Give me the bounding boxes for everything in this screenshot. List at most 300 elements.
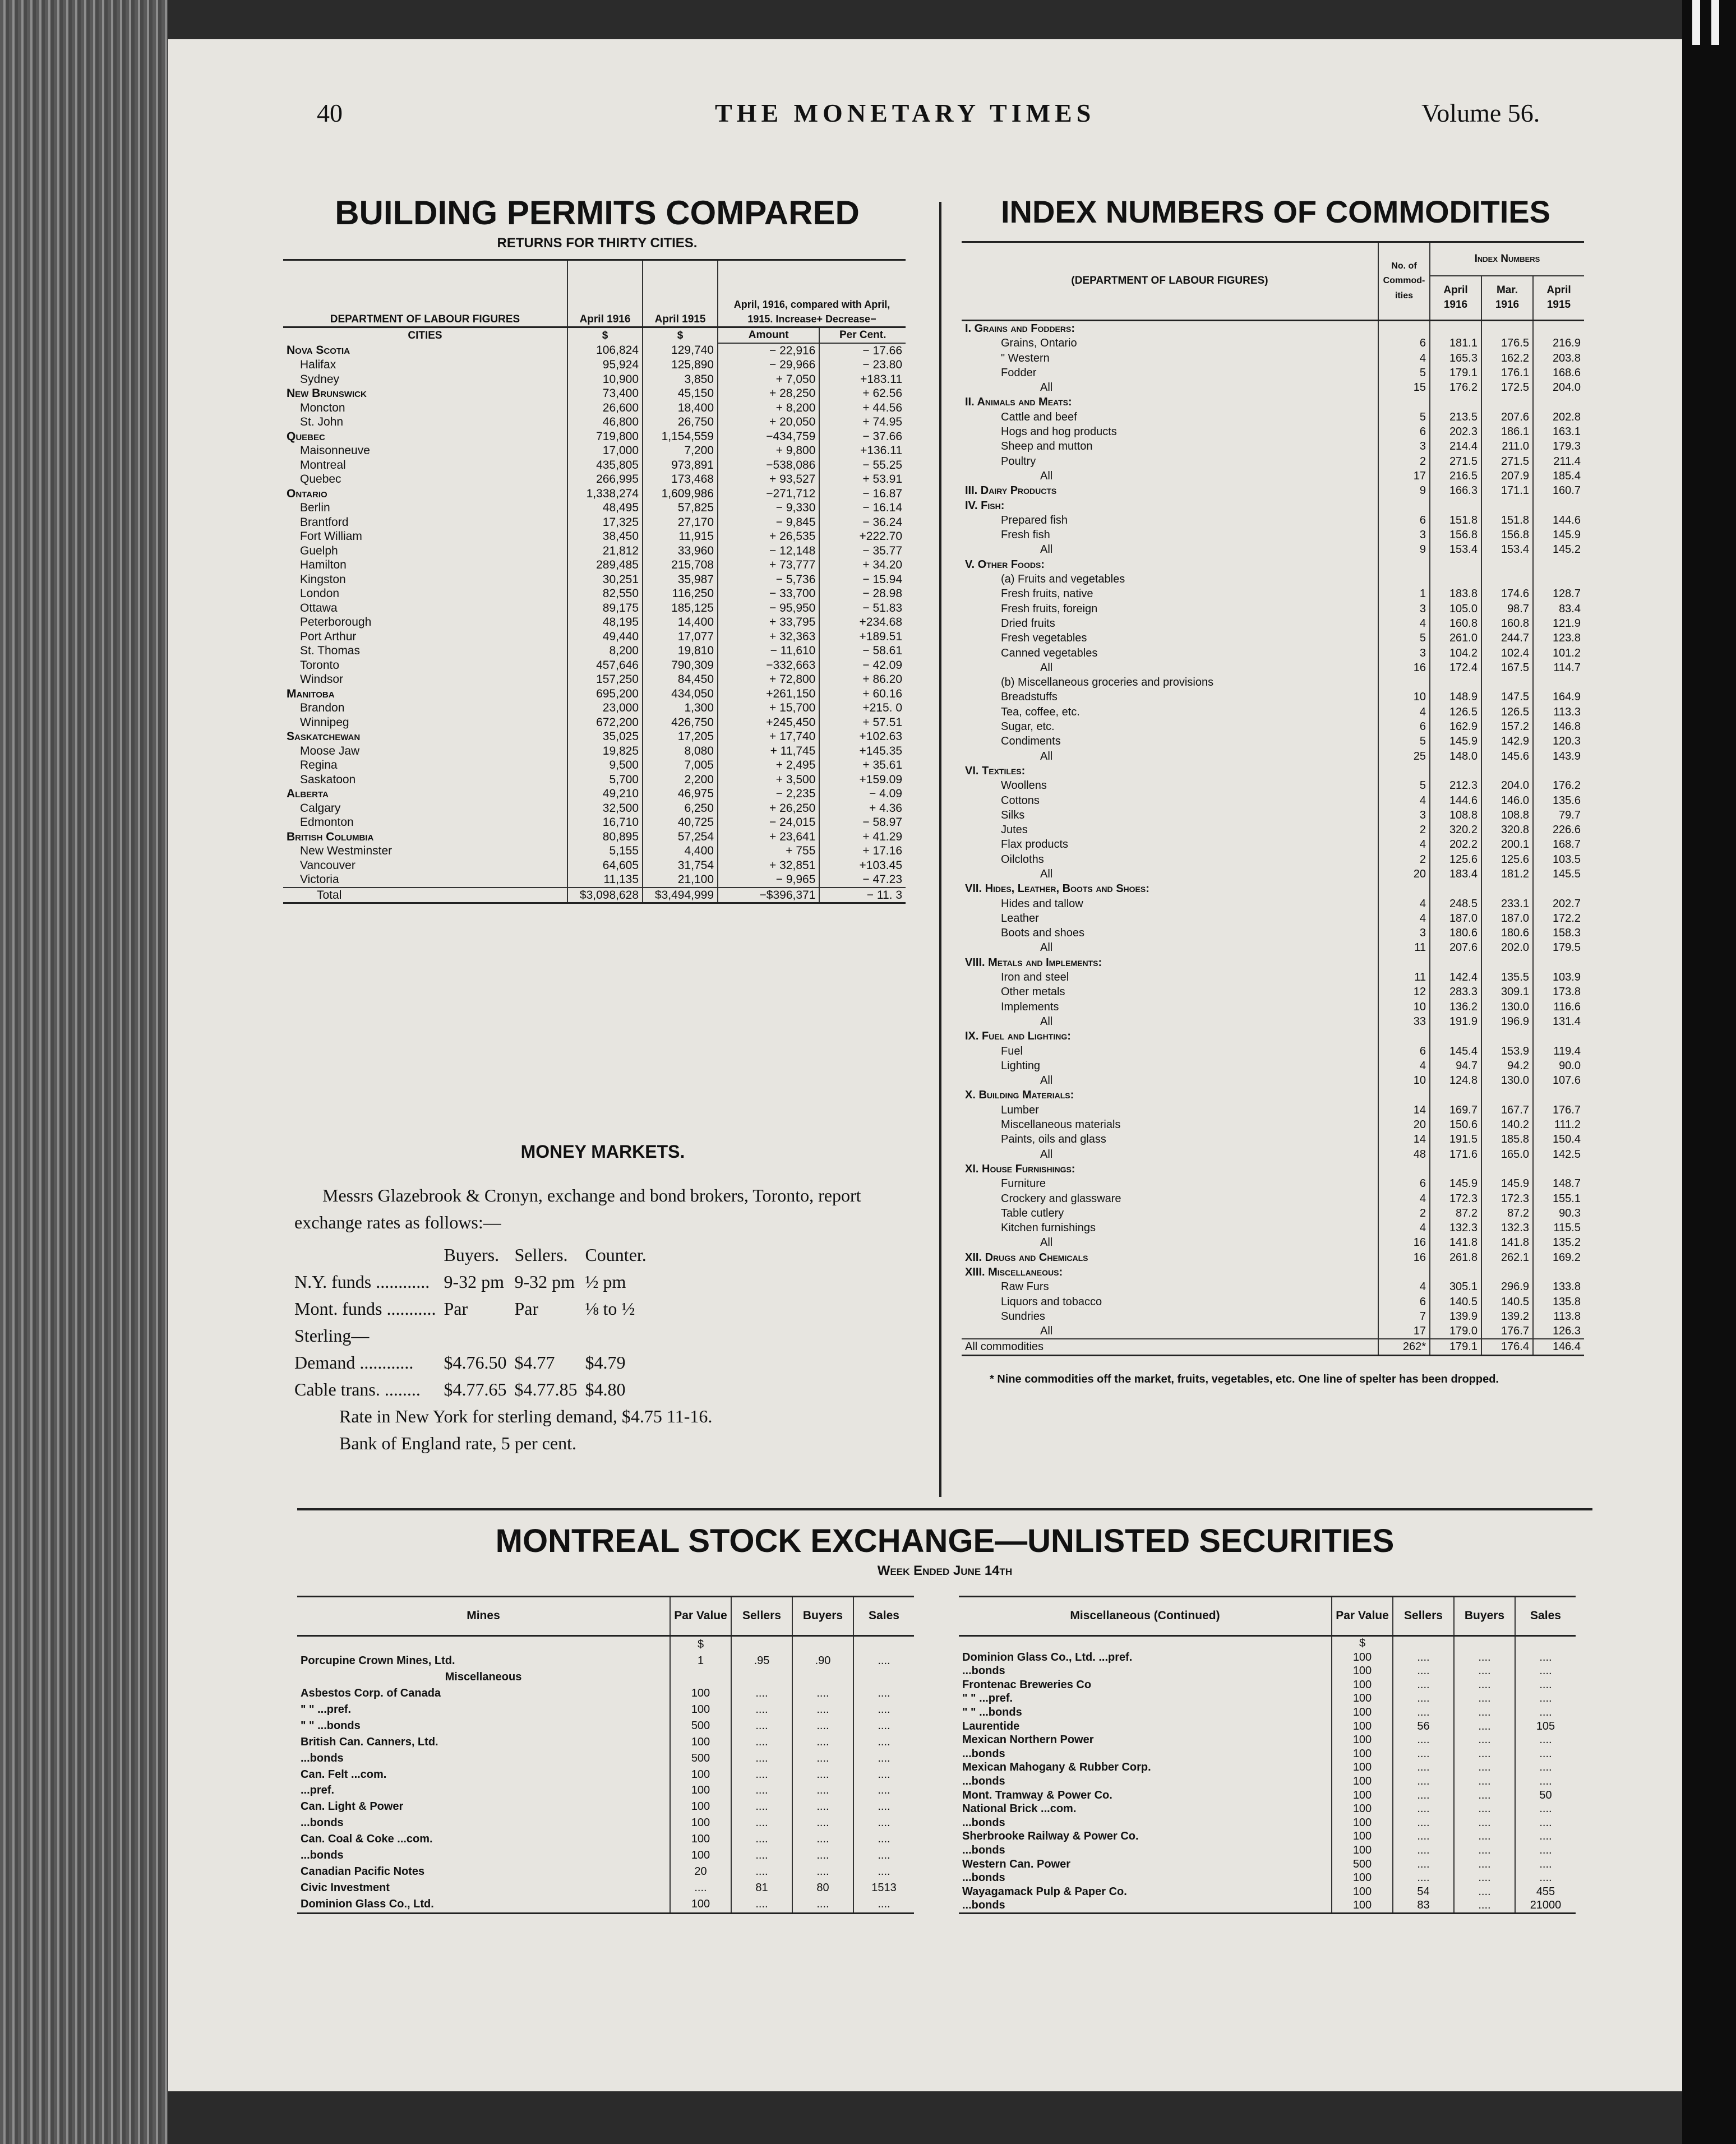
- value-a15: 84,450: [643, 672, 718, 687]
- index-c: 107.6: [1533, 1073, 1584, 1088]
- value-a15: 790,309: [643, 658, 718, 673]
- value-a15: 185,125: [643, 601, 718, 616]
- index-a: 151.8: [1430, 513, 1481, 528]
- index-c: 123.8: [1533, 631, 1584, 645]
- index-c: 145.9: [1533, 528, 1584, 542]
- security-name: Can. Light & Power: [301, 1800, 404, 1813]
- value-pct: +102.63: [819, 729, 906, 744]
- city-name: Edmonton: [300, 816, 354, 829]
- value-a16: 9,500: [567, 758, 643, 773]
- security-sal: ....: [853, 1782, 914, 1799]
- city-name: Hamilton: [300, 558, 347, 571]
- security-sal: ....: [1515, 1747, 1576, 1761]
- security-name: " " ...bonds: [962, 1706, 1022, 1718]
- index-n: 4: [1378, 1059, 1430, 1073]
- province-row: [283, 729, 906, 744]
- index-a: 305.1: [1430, 1279, 1481, 1294]
- commodity-row: [962, 586, 1584, 601]
- commodity-name: Table cutlery: [1001, 1207, 1064, 1219]
- commodity-group-row: [962, 764, 1584, 778]
- value-pct: +136.11: [819, 443, 906, 458]
- city-name: Saskatoon: [300, 773, 356, 786]
- index-c: 101.2: [1533, 646, 1584, 660]
- index-b: 167.5: [1481, 660, 1533, 675]
- index-b: 153.9: [1481, 1044, 1533, 1059]
- index-a: [1430, 1162, 1481, 1176]
- security-par: 100: [1332, 1706, 1393, 1720]
- index-c: 202.8: [1533, 410, 1584, 424]
- commodity-row: [962, 1103, 1584, 1117]
- volume-label: Volume 56.: [1421, 99, 1540, 127]
- security-sal: ....: [853, 1718, 914, 1734]
- value-amt: + 73,777: [718, 558, 819, 572]
- commodity-group-row: [962, 1250, 1584, 1265]
- value-a16: 26,600: [567, 401, 643, 415]
- security-par: 100: [670, 1896, 731, 1914]
- index-n: 2: [1378, 454, 1430, 469]
- value-a15: 973,891: [643, 458, 718, 473]
- province-row: [283, 687, 906, 701]
- security-sal: ....: [1515, 1678, 1576, 1692]
- dollar-sign: $: [1332, 1636, 1393, 1651]
- index-b: 174.6: [1481, 586, 1533, 601]
- security-par: 100: [670, 1782, 731, 1799]
- security-name: Laurentide: [962, 1720, 1020, 1732]
- index-b: 207.6: [1481, 410, 1533, 424]
- security-row: [297, 1669, 914, 1685]
- commodity-row: [962, 793, 1584, 808]
- security-row: [297, 1896, 914, 1914]
- security-sel: ....: [1393, 1775, 1454, 1789]
- rate-label: Sterling—: [294, 1325, 370, 1346]
- security-row: [959, 1747, 1576, 1761]
- index-n: 6: [1378, 424, 1430, 439]
- index-n: [1378, 881, 1430, 896]
- security-buy: ....: [792, 1799, 853, 1815]
- security-buy: ....: [1454, 1651, 1515, 1665]
- index-a: [1430, 395, 1481, 409]
- index-a: 180.6: [1430, 926, 1481, 940]
- city-name: Berlin: [300, 501, 330, 514]
- value-a15: 3,850: [643, 372, 718, 387]
- index-b: [1481, 321, 1533, 336]
- value-amt: + 2,495: [718, 758, 819, 773]
- security-name: Mont. Tramway & Power Co.: [962, 1789, 1112, 1801]
- commodity-row: [962, 1059, 1584, 1073]
- index-a: 108.8: [1430, 808, 1481, 823]
- index-c: 113.3: [1533, 705, 1584, 719]
- city-row: [283, 872, 906, 887]
- security-row: [959, 1885, 1576, 1899]
- commodity-name: Kitchen furnishings: [1001, 1222, 1096, 1235]
- security-buy: ....: [792, 1734, 853, 1750]
- index-a: 141.8: [1430, 1235, 1481, 1250]
- value-pct: +145.35: [819, 744, 906, 759]
- security-sel: ....: [731, 1782, 792, 1799]
- rate-value: $4.79: [585, 1352, 626, 1373]
- index-n: 20: [1378, 867, 1430, 881]
- security-sel: .95: [731, 1653, 792, 1669]
- value-pct: +159.09: [819, 773, 906, 787]
- security-sel: ....: [1393, 1692, 1454, 1706]
- city-name: Calgary: [300, 801, 341, 815]
- commodity-name: All: [1040, 941, 1053, 954]
- security-par: 100: [670, 1799, 731, 1815]
- value-amt: −$396,371: [718, 888, 819, 903]
- security-par: 100: [670, 1702, 731, 1718]
- security-buy: ....: [1454, 1733, 1515, 1747]
- city-row: [283, 501, 906, 515]
- commodity-name: All: [1040, 1148, 1053, 1161]
- index-c: 135.8: [1533, 1295, 1584, 1309]
- index-n: 15: [1378, 380, 1430, 395]
- value-a16: 30,251: [567, 572, 643, 587]
- security-name: " " ...bonds: [301, 1719, 361, 1732]
- security-sel: ....: [731, 1718, 792, 1734]
- cities-label: CITIES: [408, 330, 442, 341]
- index-a: 213.5: [1430, 410, 1481, 424]
- index-b: 165.0: [1481, 1147, 1533, 1162]
- index-b: 141.8: [1481, 1235, 1533, 1250]
- value-a15: 1,300: [643, 701, 718, 715]
- value-pct: − 11. 3: [819, 888, 906, 903]
- city-name: Toronto: [300, 658, 340, 672]
- index-a: 320.2: [1430, 823, 1481, 837]
- index-c: 160.7: [1533, 483, 1584, 498]
- index-c: 148.7: [1533, 1176, 1584, 1191]
- city-row: [283, 415, 906, 429]
- commodity-name: IX. Fuel and Lighting:: [965, 1030, 1071, 1043]
- value-pct: − 28.98: [819, 586, 906, 601]
- security-par: 100: [1332, 1802, 1393, 1816]
- value-a16: 457,646: [567, 658, 643, 673]
- col-amount: Amount: [718, 327, 819, 343]
- security-row: [959, 1775, 1576, 1789]
- security-name: " " ...pref.: [301, 1703, 352, 1716]
- security-sel: ....: [731, 1734, 792, 1750]
- index-a: 156.8: [1430, 528, 1481, 542]
- security-sal: ....: [1515, 1802, 1576, 1816]
- index-a: 153.4: [1430, 542, 1481, 557]
- security-sel: ....: [731, 1815, 792, 1831]
- value-pct: − 16.87: [819, 487, 906, 501]
- security-name: British Can. Canners, Ltd.: [301, 1735, 438, 1748]
- index-n: 3: [1378, 808, 1430, 823]
- value-pct: + 4.36: [819, 801, 906, 816]
- index-a: 104.2: [1430, 646, 1481, 660]
- value-a16: 106,824: [567, 343, 643, 358]
- index-b: 200.1: [1481, 837, 1533, 852]
- security-par: 100: [670, 1831, 731, 1847]
- index-n: 12: [1378, 985, 1430, 999]
- security-par: 100: [1332, 1651, 1393, 1665]
- province-row: [283, 830, 906, 844]
- stock-col-header: Mines: [297, 1597, 670, 1636]
- dollar-sign: $: [643, 327, 718, 343]
- security-sal: ....: [853, 1847, 914, 1864]
- commodity-name: All: [1040, 381, 1053, 394]
- index-c: [1533, 1088, 1584, 1102]
- security-buy: ....: [792, 1896, 853, 1914]
- rate-value: [585, 1322, 654, 1349]
- value-amt: − 9,965: [718, 872, 819, 887]
- index-a: 87.2: [1430, 1206, 1481, 1221]
- index-c: 172.2: [1533, 911, 1584, 926]
- index-b: 145.9: [1481, 1176, 1533, 1191]
- value-amt: − 22,916: [718, 343, 819, 358]
- value-a16: 17,325: [567, 515, 643, 530]
- security-name: Sherbrooke Railway & Power Co.: [962, 1830, 1139, 1843]
- commodity-name: Tea, coffee, etc.: [1001, 705, 1080, 718]
- security-sel: [731, 1669, 792, 1685]
- index-c: 115.5: [1533, 1221, 1584, 1235]
- city-name: Guelph: [300, 544, 338, 557]
- value-pct: +103.45: [819, 858, 906, 873]
- index-b: 125.6: [1481, 852, 1533, 867]
- commodity-row: [962, 631, 1584, 645]
- city-name: Total: [317, 888, 342, 902]
- city-name: Alberta: [287, 787, 329, 800]
- index-b: 320.8: [1481, 823, 1533, 837]
- index-c: 179.5: [1533, 940, 1584, 955]
- value-amt: + 32,851: [718, 858, 819, 873]
- security-sal: 50: [1515, 1789, 1576, 1803]
- security-sal: [853, 1669, 914, 1685]
- index-c: 131.4: [1533, 1014, 1584, 1029]
- security-par: 100: [670, 1766, 731, 1782]
- index-a: 94.7: [1430, 1059, 1481, 1073]
- index-n: 10: [1378, 1000, 1430, 1014]
- value-amt: −434,759: [718, 429, 819, 444]
- section-rule: [297, 1508, 1592, 1510]
- security-sal: ....: [1515, 1816, 1576, 1830]
- index-c: 133.8: [1533, 1279, 1584, 1294]
- commodity-row: [962, 336, 1584, 350]
- index-c: 146.4: [1533, 1339, 1584, 1355]
- security-buy: ....: [792, 1718, 853, 1734]
- commodity-row: [962, 1191, 1584, 1206]
- index-n: 33: [1378, 1014, 1430, 1029]
- value-a15: 18,400: [643, 401, 718, 415]
- city-row: [283, 701, 906, 715]
- commodity-row: [962, 1235, 1584, 1250]
- index-c: 203.8: [1533, 351, 1584, 366]
- index-c: 176.2: [1533, 778, 1584, 793]
- security-sal: ....: [853, 1896, 914, 1914]
- index-b: 172.5: [1481, 380, 1533, 395]
- commodity-name: (b) Miscellaneous groceries and provisions: [1001, 676, 1214, 689]
- index-n: 7: [1378, 1309, 1430, 1324]
- index-b: 176.1: [1481, 366, 1533, 380]
- value-a15: 35,987: [643, 572, 718, 587]
- commodity-row: [962, 513, 1584, 528]
- index-b: 196.9: [1481, 1014, 1533, 1029]
- value-a15: 21,100: [643, 872, 718, 887]
- index-b: 262.1: [1481, 1250, 1533, 1265]
- index-n: 16: [1378, 660, 1430, 675]
- index-a: 172.4: [1430, 660, 1481, 675]
- index-c: 168.6: [1533, 366, 1584, 380]
- value-a16: 11,135: [567, 872, 643, 887]
- value-a15: 19,810: [643, 644, 718, 658]
- commodity-row: [962, 940, 1584, 955]
- rate-value: $4.77: [514, 1352, 555, 1373]
- index-a: 179.1: [1430, 1339, 1481, 1355]
- commodity-name: Raw Furs: [1001, 1281, 1049, 1293]
- security-row: [297, 1864, 914, 1880]
- commodity-name: Boots and shoes: [1001, 927, 1084, 940]
- commodity-row: [962, 719, 1584, 734]
- value-pct: + 53.91: [819, 472, 906, 487]
- commodity-name: III. Dairy Products: [965, 484, 1057, 497]
- commodity-row: [962, 1309, 1584, 1324]
- sterling-rate-note: Rate in New York for sterling demand, $4.75 11-16.: [339, 1406, 713, 1426]
- city-name: Peterborough: [300, 616, 372, 629]
- security-sal: ....: [853, 1831, 914, 1847]
- index-b: 176.5: [1481, 336, 1533, 350]
- index-c: [1533, 321, 1584, 336]
- province-row: [283, 487, 906, 501]
- security-sel: ....: [1393, 1871, 1454, 1885]
- commodity-name: Cattle and beef: [1001, 410, 1077, 423]
- value-a16: 89,175: [567, 601, 643, 616]
- security-row: [297, 1847, 914, 1864]
- security-buy: ....: [1454, 1789, 1515, 1803]
- value-a15: 434,050: [643, 687, 718, 701]
- security-row: [959, 1829, 1576, 1843]
- security-par: [670, 1669, 731, 1685]
- index-n: 48: [1378, 1147, 1430, 1162]
- value-a15: 1,154,559: [643, 429, 718, 444]
- value-pct: +189.51: [819, 630, 906, 644]
- value-pct: +222.70: [819, 529, 906, 544]
- commodity-name: Fresh fruits, native: [1001, 588, 1093, 600]
- security-par: 100: [1332, 1789, 1393, 1803]
- security-buy: ....: [1454, 1720, 1515, 1734]
- security-row: [297, 1831, 914, 1847]
- city-row: [283, 644, 906, 658]
- security-row: [297, 1734, 914, 1750]
- security-buy: ....: [792, 1831, 853, 1847]
- index-c: 116.6: [1533, 1000, 1584, 1014]
- commodity-name: Silks: [1001, 808, 1025, 821]
- index-n: [1378, 572, 1430, 586]
- index-c: 103.9: [1533, 970, 1584, 985]
- city-row: [283, 586, 906, 601]
- rate-label: N.Y. funds ............: [294, 1272, 430, 1292]
- spacer: [1393, 1636, 1454, 1651]
- security-sel: ....: [731, 1750, 792, 1767]
- city-name: Port Arthur: [300, 630, 357, 643]
- index-b: 130.0: [1481, 1073, 1533, 1088]
- index-c: [1533, 881, 1584, 896]
- col-compare: April, 1916, compared with April, 1915. Increase+ Decrease−: [718, 260, 906, 327]
- commodity-name: All: [1040, 543, 1053, 556]
- index-n: 6: [1378, 336, 1430, 350]
- index-b: 233.1: [1481, 897, 1533, 911]
- city-name: Manitoba: [287, 687, 335, 700]
- commodity-name: " Western: [1001, 352, 1050, 364]
- page-number: 40: [317, 99, 343, 127]
- value-pct: − 58.97: [819, 815, 906, 830]
- value-amt: + 28,250: [718, 386, 819, 401]
- security-sal: ....: [1515, 1692, 1576, 1706]
- commodity-name: Sugar, etc.: [1001, 720, 1055, 733]
- index-a: 105.0: [1430, 602, 1481, 616]
- security-sal: 455: [1515, 1885, 1576, 1899]
- city-name: Winnipeg: [300, 715, 349, 729]
- index-c: 79.7: [1533, 808, 1584, 823]
- security-buy: ....: [792, 1702, 853, 1718]
- rate-value: $4.76.50: [444, 1352, 507, 1373]
- security-row: [959, 1898, 1576, 1913]
- index-a: 202.2: [1430, 837, 1481, 852]
- city-name: St. John: [300, 415, 344, 428]
- value-amt: − 29,966: [718, 358, 819, 372]
- index-a: 183.8: [1430, 586, 1481, 601]
- value-a15: 27,170: [643, 515, 718, 530]
- security-sel: ....: [1393, 1747, 1454, 1761]
- index-c: 142.5: [1533, 1147, 1584, 1162]
- value-amt: + 9,800: [718, 443, 819, 458]
- security-name: Dominion Glass Co., Ltd.: [301, 1897, 434, 1910]
- rate-value: $4.80: [585, 1379, 626, 1399]
- security-sal: ....: [853, 1685, 914, 1702]
- security-sel: ....: [731, 1766, 792, 1782]
- value-amt: + 23,641: [718, 830, 819, 844]
- commodity-name: Other metals: [1001, 986, 1065, 999]
- security-buy: ....: [1454, 1843, 1515, 1857]
- commodity-name: XIII. Miscellaneous:: [965, 1266, 1063, 1278]
- index-b: 309.1: [1481, 985, 1533, 999]
- security-buy: ....: [1454, 1678, 1515, 1692]
- index-b: [1481, 498, 1533, 513]
- index-c: 168.7: [1533, 837, 1584, 852]
- value-pct: − 23.80: [819, 358, 906, 372]
- security-row: [297, 1880, 914, 1896]
- index-b: 132.3: [1481, 1221, 1533, 1235]
- value-pct: + 35.61: [819, 758, 906, 773]
- city-name: British Columbia: [287, 830, 374, 843]
- security-sal: ....: [1515, 1829, 1576, 1843]
- city-name: London: [300, 587, 340, 600]
- city-row: [283, 773, 906, 787]
- commodity-row: [962, 675, 1584, 690]
- security-buy: ....: [1454, 1829, 1515, 1843]
- index-n: 10: [1378, 690, 1430, 704]
- security-par: 100: [1332, 1775, 1393, 1789]
- index-c: [1533, 572, 1584, 586]
- index-a: 187.0: [1430, 911, 1481, 926]
- value-a16: 1,338,274: [567, 487, 643, 501]
- security-sel: ....: [1393, 1664, 1454, 1678]
- index-b: 108.8: [1481, 808, 1533, 823]
- commodity-name: (a) Fruits and vegetables: [1001, 573, 1125, 586]
- value-a16: 5,700: [567, 773, 643, 787]
- value-a16: 49,210: [567, 787, 643, 801]
- index-b: 187.0: [1481, 911, 1533, 926]
- security-row: [959, 1651, 1576, 1665]
- index-b: 140.2: [1481, 1117, 1533, 1132]
- value-pct: − 51.83: [819, 601, 906, 616]
- rate-value: ⅛ to ½: [585, 1299, 635, 1319]
- index-b: 176.4: [1481, 1339, 1533, 1355]
- security-par: 100: [670, 1734, 731, 1750]
- col-march-1916: Mar. 1916: [1481, 276, 1533, 321]
- security-name: ...bonds: [962, 1665, 1005, 1678]
- value-a16: 695,200: [567, 687, 643, 701]
- index-a: 181.1: [1430, 336, 1481, 350]
